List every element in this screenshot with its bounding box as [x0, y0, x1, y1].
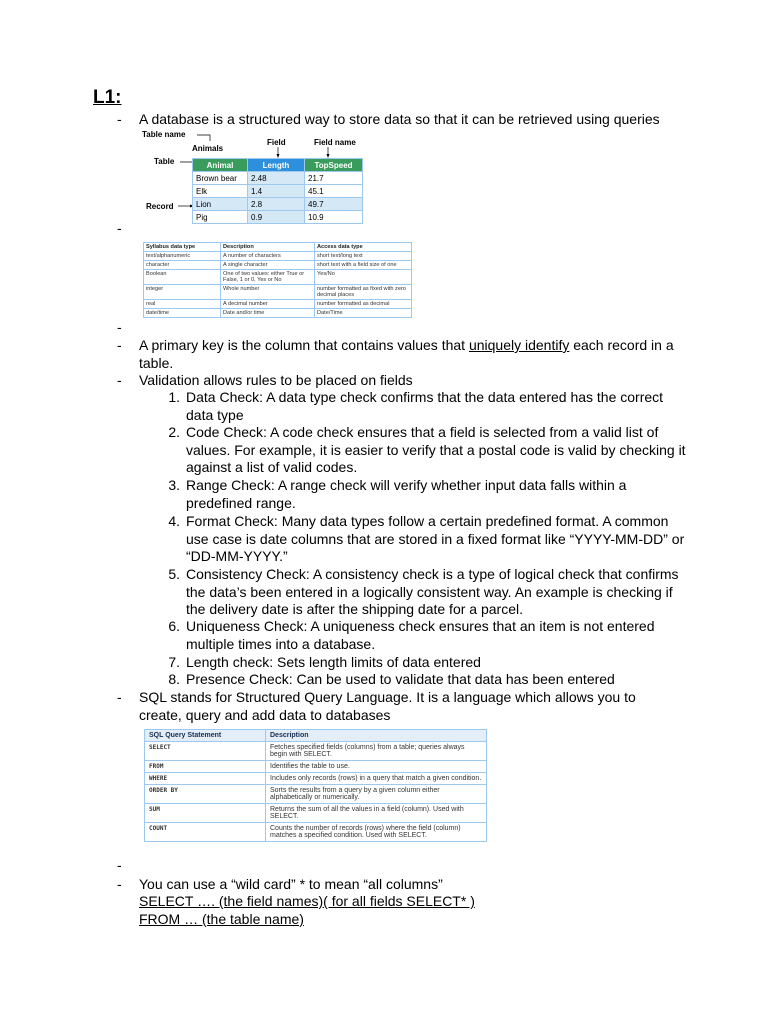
- table-cell: Yes/No: [315, 270, 412, 285]
- table-cell: Date and/or time: [221, 309, 315, 318]
- animals-table: [192, 158, 363, 224]
- table-cell: short text with a field size of one: [315, 261, 412, 270]
- header-length: Length: [248, 159, 305, 172]
- table-cell: Fetches specified fields (columns) from a table; queries always begin with SELECT.: [266, 742, 487, 761]
- bullet-dash: -: [117, 372, 122, 388]
- list-number: 4.: [168, 513, 180, 529]
- list-item-data-check: Data Check: A data type check confirms that the data entered has the correct data type: [186, 389, 664, 423]
- table-row-highlighted: [193, 198, 363, 211]
- bullet-dash: -: [117, 857, 122, 873]
- primary-key-text-end: each record in a table.: [139, 337, 674, 371]
- table-row: [144, 285, 412, 300]
- table-cell: ORDER BY: [145, 785, 266, 804]
- table-cell: Date/Time: [315, 309, 412, 318]
- table-label: Table: [154, 157, 175, 166]
- list-item-uniqueness-check: Uniqueness Check: A uniqueness check ensures that an item is not entered multiple times into a database.: [186, 618, 655, 652]
- table-cell: Whole number: [221, 285, 315, 300]
- table-cell: 0.9: [248, 211, 305, 224]
- list-item-presence-check: Presence Check: Can be used to validate that data has been entered: [186, 671, 615, 687]
- table-cell: SELECT: [145, 742, 266, 761]
- table-name-label: Table name: [142, 130, 186, 139]
- table-cell: SUM: [145, 804, 266, 823]
- bullet-dash: -: [117, 220, 122, 236]
- bullet-wildcard: You can use a “wild card” * to mean “all columns”: [139, 876, 443, 892]
- list-item-range-check: Range Check: A range check will verify whether input data falls within a predefined range.: [186, 477, 627, 511]
- table-row: [145, 773, 487, 785]
- data-types-table: [143, 242, 412, 318]
- table-cell: Sorts the results from a query by a given column either alphabetically or numerically.: [266, 785, 487, 804]
- table-row: [144, 261, 412, 270]
- table-cell: COUNT: [145, 823, 266, 842]
- list-number: 2.: [168, 424, 180, 440]
- table-row: [144, 270, 412, 285]
- bullet-dash: -: [117, 111, 122, 127]
- table-row: [145, 785, 487, 804]
- table-cell: 1.4: [248, 185, 305, 198]
- table-cell: Identifies the table to use.: [266, 761, 487, 773]
- table-cell: number formatted as fixed with zero decimal places: [315, 285, 412, 300]
- table-row: [145, 823, 487, 842]
- table-header-row: [144, 243, 412, 252]
- bullet-dash: -: [117, 689, 122, 705]
- table-cell: FROM: [145, 761, 266, 773]
- header-cell: Access data type: [315, 243, 412, 252]
- table-cell: Boolean: [144, 270, 221, 285]
- table-cell: date/time: [144, 309, 221, 318]
- table-cell: Counts the number of records (rows) where the field (column) matches a specified condition. Used with SELECT.: [266, 823, 487, 842]
- list-item-length-check: Length check: Sets length limits of data entered: [186, 654, 481, 670]
- uniquely-identify-underlined: uniquely identify: [468, 337, 570, 353]
- list-number: 8.: [168, 671, 180, 687]
- table-cell: WHERE: [145, 773, 266, 785]
- table-cell: integer: [144, 285, 221, 300]
- table-cell: real: [144, 300, 221, 309]
- bullet-dash: -: [117, 319, 122, 335]
- list-item-code-check: Code Check: A code check ensures that a field is selected from a valid list of values. For example, it is easier to verify that a postal code is valid by checking it against a list of valid codes.: [186, 424, 686, 476]
- page-heading: L1:: [93, 87, 122, 108]
- list-item-format-check: Format Check: Many data types follow a certain predefined format. A common use case is date columns that are stored in a fixed format like “YYYY-MM-DD” or “DD-MM-YYYY.”: [186, 513, 685, 565]
- table-cell: A number of characters: [221, 252, 315, 261]
- table-cell: short text/long text: [315, 252, 412, 261]
- table-row: [144, 300, 412, 309]
- bullet-database-definition: A database is a structured way to store data so that it can be retrieved using queries: [139, 111, 660, 127]
- table-cell: Pig: [193, 211, 248, 224]
- table-cell: Elk: [193, 185, 248, 198]
- table-cell: A decimal number: [221, 300, 315, 309]
- list-number: 6.: [168, 618, 180, 634]
- table-header-row: [145, 730, 487, 742]
- bullet-dash: -: [117, 876, 122, 892]
- table-cell: number formatted as decimal: [315, 300, 412, 309]
- table-cell: Lion: [193, 198, 248, 211]
- bullet-validation: Validation allows rules to be placed on fields: [139, 372, 413, 388]
- table-cell: character: [144, 261, 221, 270]
- table-cell: 2.8: [248, 198, 305, 211]
- header-cell: Description: [221, 243, 315, 252]
- table-cell: 45.1: [305, 185, 363, 198]
- bullet-dash: -: [117, 337, 122, 353]
- list-number: 1.: [168, 389, 180, 405]
- table-cell: text/alphanumeric: [144, 252, 221, 261]
- select-syntax-line: SELECT …. (the field names)( for all fields SELECT* ): [139, 893, 475, 909]
- list-item-consistency-check: Consistency Check: A consistency check is a type of logical check that confirms the data’s been entered in a logically consistent way. An example is checking if the delivery date is after the shipping date for a parcel.: [186, 566, 679, 618]
- table-row: [193, 211, 363, 224]
- header-cell: SQL Query Statement: [145, 730, 266, 742]
- table-row: [145, 761, 487, 773]
- table-row: [144, 252, 412, 261]
- primary-key-text-start: A primary key is the column that contains values that: [139, 337, 469, 353]
- table-name: Animals: [192, 144, 224, 153]
- table-cell: Returns the sum of all the values in a field (column). Used with SELECT.: [266, 804, 487, 823]
- table-row: [145, 742, 487, 761]
- table-cell: A single character: [221, 261, 315, 270]
- field-name-label: Field name: [314, 138, 356, 147]
- table-cell: 49.7: [305, 198, 363, 211]
- from-syntax-line: FROM … (the table name): [139, 911, 304, 927]
- table-cell: One of two values: either True or False, 1 or 0, Yes or No: [221, 270, 315, 285]
- header-cell: Syllabus data type: [144, 243, 221, 252]
- table-row: [144, 309, 412, 318]
- list-number: 3.: [168, 477, 180, 493]
- bullet-sql: SQL stands for Structured Query Language. It is a language which allows you to create, query and add data to databases: [139, 689, 636, 723]
- bullet-primary-key: [139, 337, 679, 372]
- header-animal: Animal: [193, 159, 248, 172]
- sql-statements-table: [144, 729, 487, 842]
- header-topspeed: TopSpeed: [305, 159, 363, 172]
- record-label: Record: [146, 202, 174, 211]
- animals-header-row: [193, 159, 363, 172]
- table-cell: Brown bear: [193, 172, 248, 185]
- table-row: [145, 804, 487, 823]
- table-cell: Includes only records (rows) in a query that match a given condition.: [266, 773, 487, 785]
- table-cell: 10.9: [305, 211, 363, 224]
- table-row: [193, 185, 363, 198]
- table-cell: 2.48: [248, 172, 305, 185]
- table-cell: 21.7: [305, 172, 363, 185]
- animals-table-figure: [140, 128, 380, 228]
- list-number: 5.: [168, 566, 180, 582]
- field-label: Field: [267, 138, 286, 147]
- table-row: [193, 172, 363, 185]
- list-number: 7.: [168, 654, 180, 670]
- header-cell: Description: [266, 730, 487, 742]
